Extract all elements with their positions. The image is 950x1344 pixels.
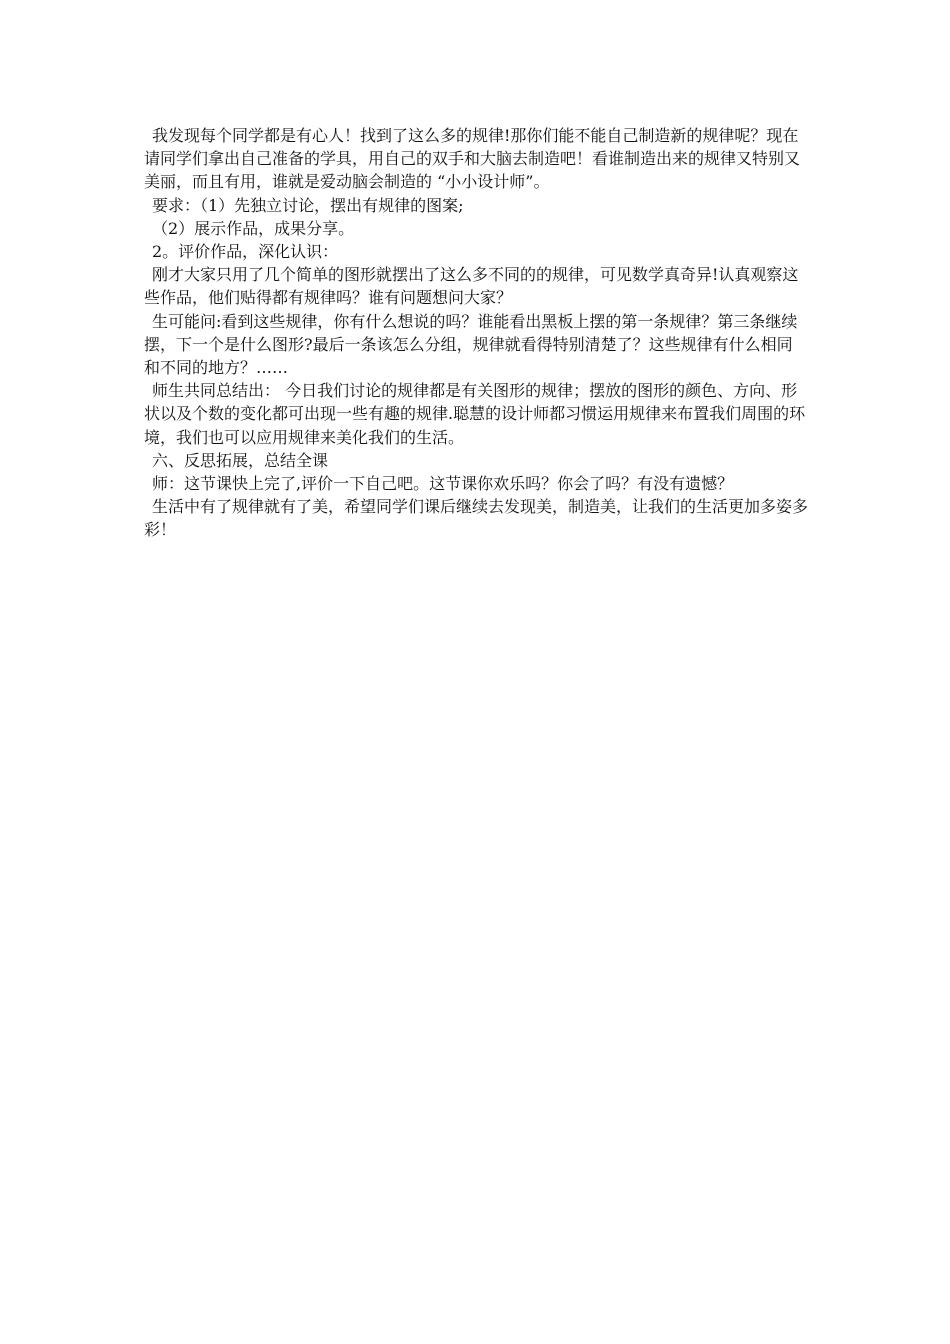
paragraph-summary: 师生共同总结出： 今日我们讨论的规律都是有关图形的规律；摆放的图形的颜色、方向、形状以及个数的变化都可出现一些有趣的规律.聪慧的设计师都习惯运用规律来布置我们周围的环境，我们也可以应用规律来美化我们的生活。 xyxy=(144,381,806,447)
paragraph-teacher-reflection: 师：这节课快上完了,评价一下自己吧。这节课你欢乐吗？你会了吗？有没有遗憾？ xyxy=(152,474,734,494)
paragraph-student-questions: 生可能问:看到这些规律，你有什么想说的吗？谁能看出黑板上摆的第一条规律？第三条继续摆，下一个是什么图形?最后一条该怎么分组，规律就看得特别清楚了？这些规律有什么相同和不同的地方？…… xyxy=(144,311,798,378)
paragraph-requirement-1: 要求：（1）先独立讨论，摆出有规律的图案; xyxy=(152,195,464,215)
document-page xyxy=(144,124,808,542)
paragraph-section-heading-2: 2。评价作品，深化认识： xyxy=(152,242,339,262)
paragraph-section-heading-6: 六、反思拓展，总结全课 xyxy=(152,450,329,470)
paragraph-observation: 刚才大家只用了几个简单的图形就摆出了这么多不同的的规律，可见数学真奇异!认真观察这些作品，他们贴得都有规律吗？谁有问题想问大家？ xyxy=(144,265,799,308)
paragraph-closing: 生活中有了规律就有了美，希望同学们课后继续去发现美，制造美，让我们的生活更加多姿多彩！ xyxy=(144,497,809,540)
paragraph-requirement-2: （2）展示作品，成果分享。 xyxy=(152,218,355,238)
paragraph-intro: 我发现每个同学都是有心人！找到了这么多的规律!那你们能不能自己制造新的规律呢？现在请同学们拿出自己准备的学具，用自己的双手和大脑去制造吧！看谁制造出来的规律又特别又美丽，而且有用，谁就是爱动脑会制造的 “小小设计师”。 xyxy=(144,126,801,192)
